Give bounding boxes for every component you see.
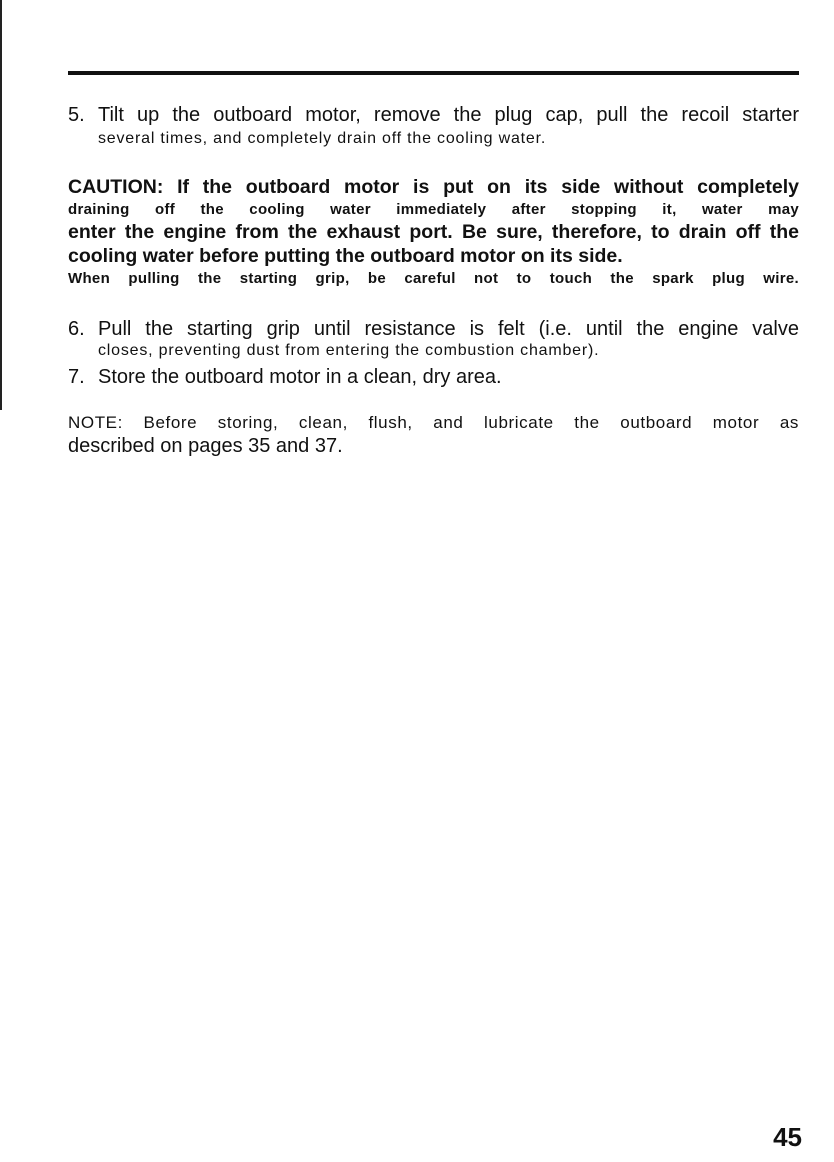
step-7 — [68, 365, 799, 389]
caution-line4: cooling water before putting the outboard motor on its side. — [68, 245, 623, 267]
step-7-line1 — [68, 365, 799, 389]
caution-line3: enter the engine from the exhaust port. Be sure, therefore, to drain off the — [68, 221, 799, 243]
step-6-line1 — [68, 317, 799, 341]
header-rule — [68, 71, 799, 75]
step-6-line2: closes, preventing dust from entering the combustion chamber). — [98, 342, 600, 359]
caution-block — [68, 175, 799, 289]
caution-line1: CAUTION: If the outboard motor is put on its side without completely — [68, 176, 799, 198]
page-number: 45 — [773, 1122, 802, 1152]
note-block — [68, 412, 799, 458]
step-6-number: 6. — [68, 318, 85, 340]
note-line1: NOTE: Before storing, clean, flush, and lubricate the outboard motor as — [68, 413, 799, 432]
step-7-number: 7. — [68, 366, 85, 388]
page-edge-line — [0, 0, 2, 410]
step-5-line1 — [68, 103, 799, 127]
step-5 — [68, 103, 799, 149]
step-5-number: 5. — [68, 104, 85, 126]
note-line2: described on pages 35 and 37. — [68, 435, 343, 457]
step-7-text: Store the outboard motor in a clean, dry area. — [98, 366, 502, 388]
step-5-line2: several times, and completely drain off the cooling water. — [98, 130, 547, 147]
caution-line2: draining off the cooling water immediately after stopping it, water may — [68, 201, 799, 218]
step-5-text: Tilt up the outboard motor, remove the plug cap, pull the recoil starter — [98, 104, 799, 126]
step-6 — [68, 317, 799, 361]
step-6-text: Pull the starting grip until resistance is felt (i.e. until the engine valve — [98, 318, 799, 340]
caution-line5: When pulling the starting grip, be careful not to touch the spark plug wire. — [68, 270, 799, 287]
